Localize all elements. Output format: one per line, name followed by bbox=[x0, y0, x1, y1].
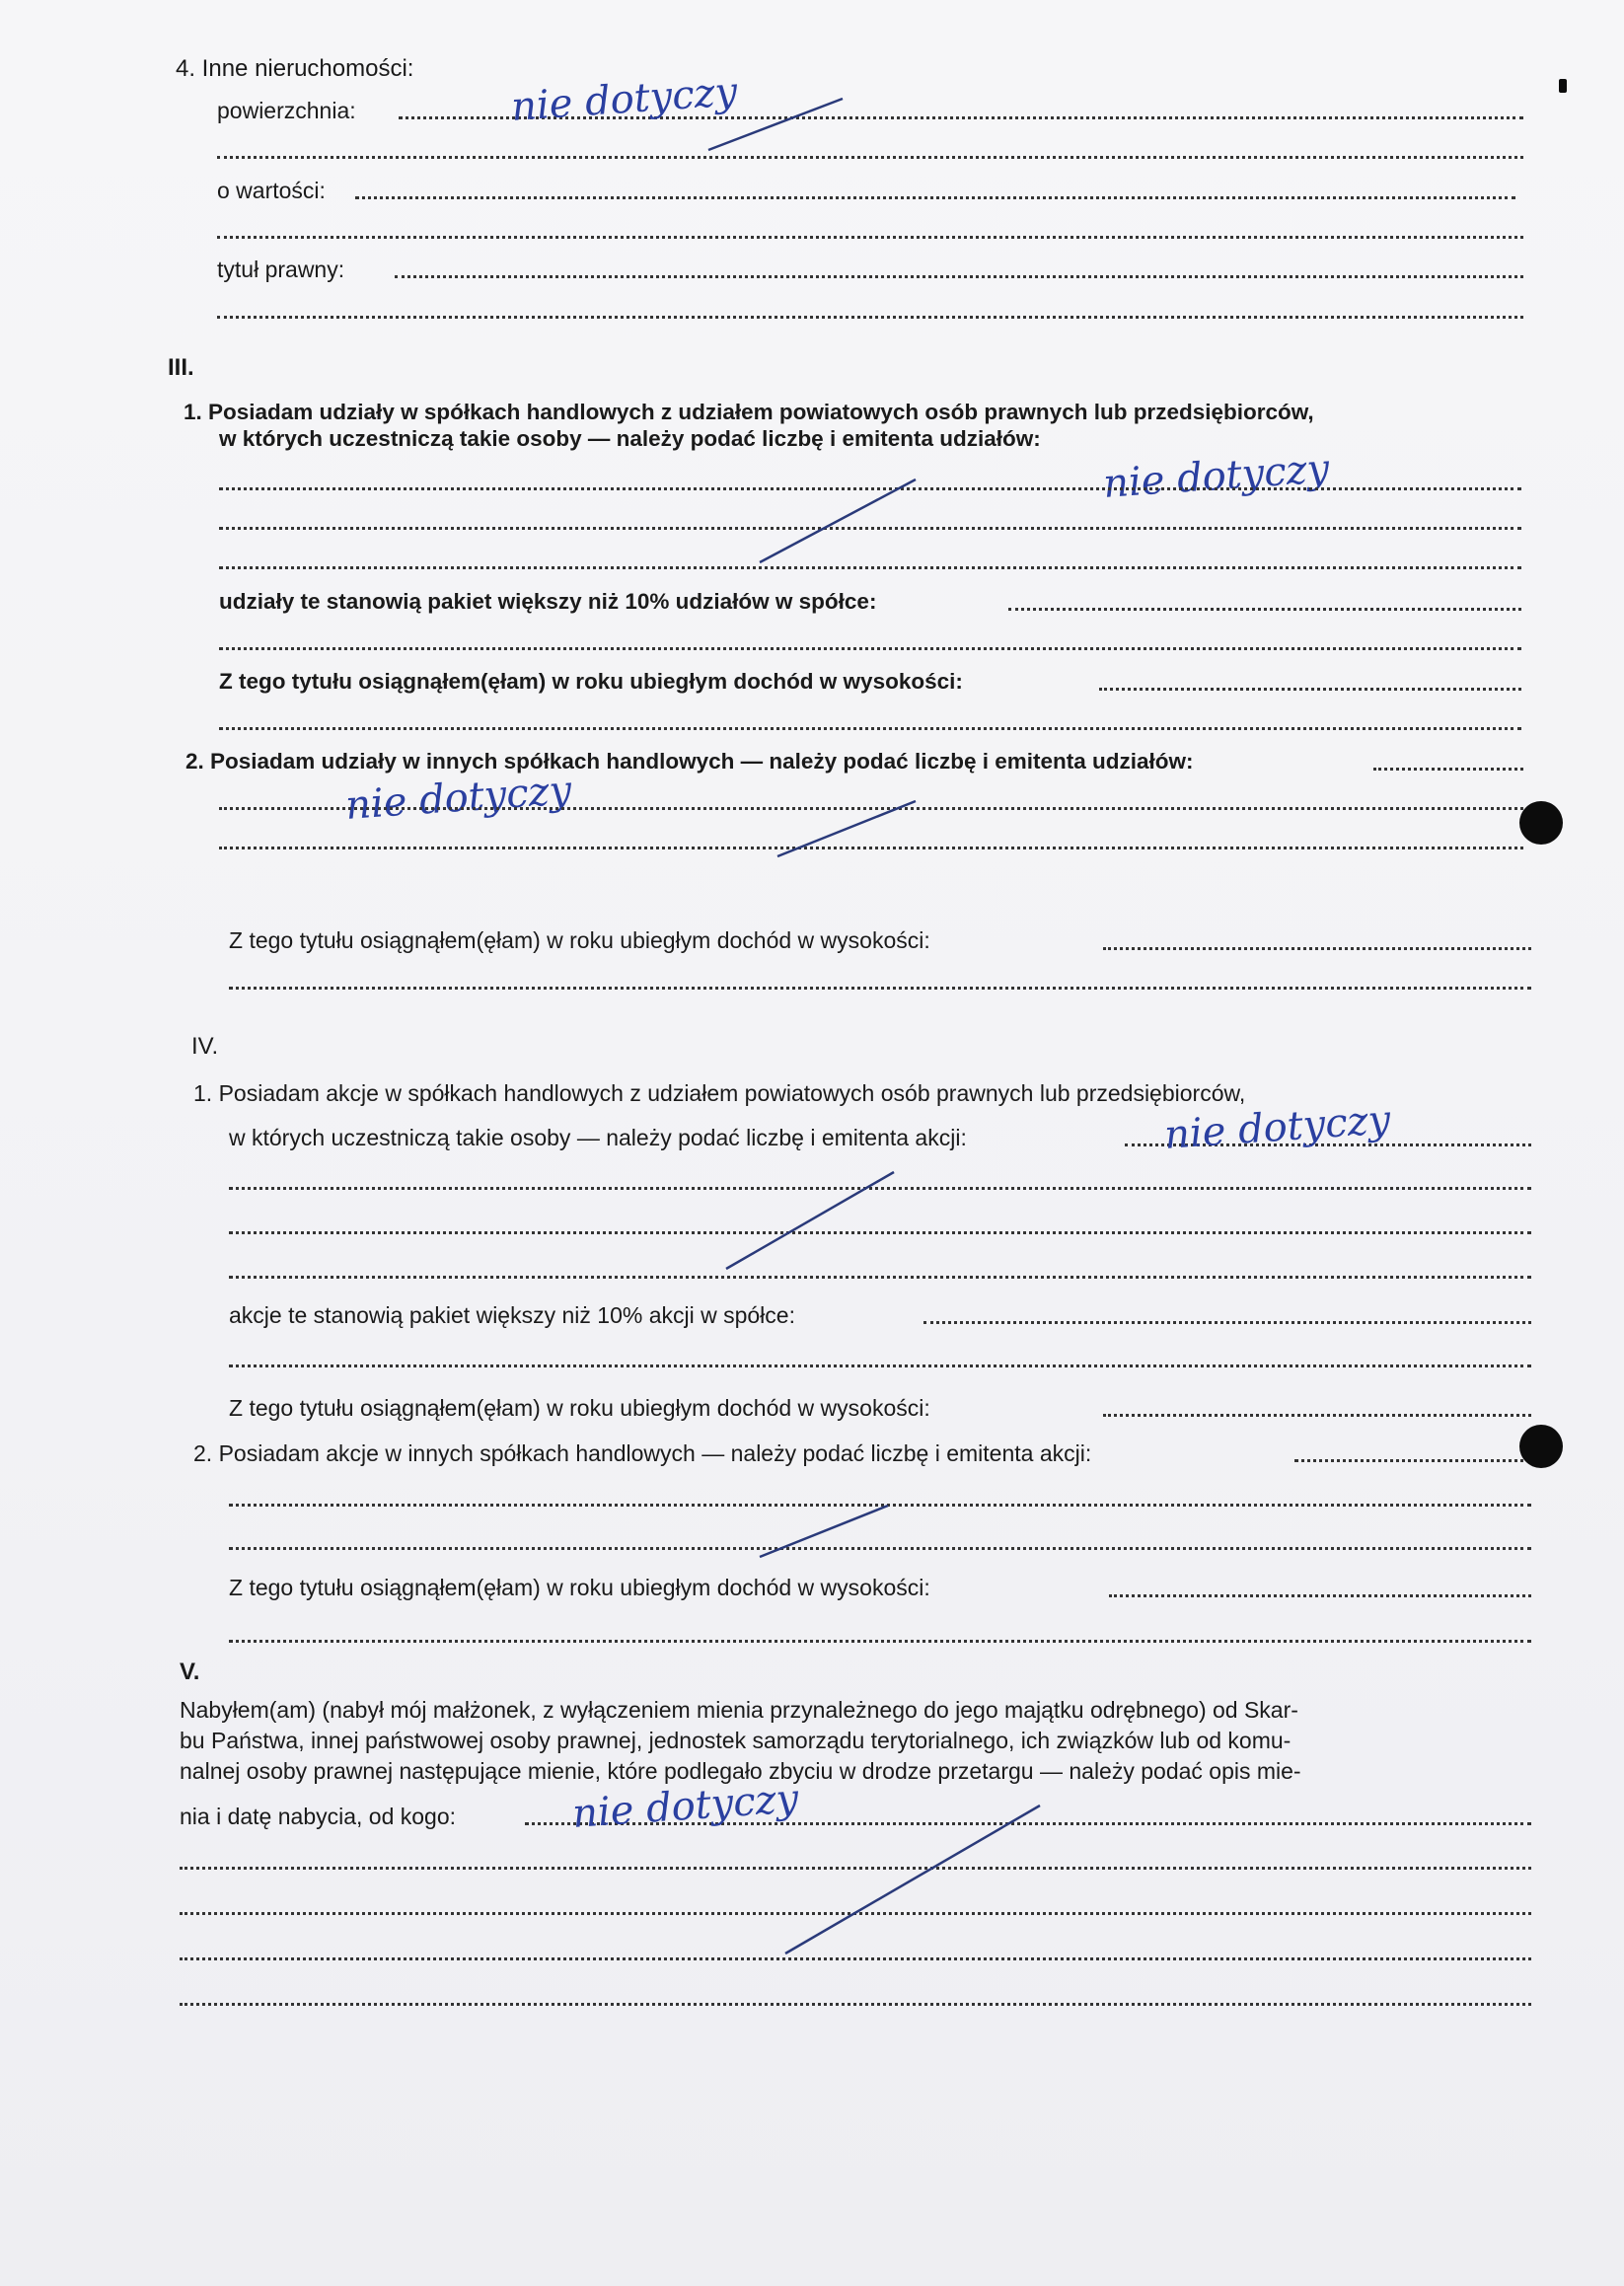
iii-1-stake-label: udziały te stanowią pakiet większy niż 10% udziałów w spółce: bbox=[219, 589, 877, 614]
v-line3: nalnej osoby prawnej następujące mienie, które podlegało zbyciu w drodze przetargu — należy podać opis mie- bbox=[180, 1758, 1301, 1784]
punch-hole-upper bbox=[1519, 801, 1563, 845]
v-line2: bu Państwa, innej państwowej osoby prawnej, jednostek samorządu terytorialnego, ich związków lub od komu- bbox=[180, 1728, 1292, 1753]
iii-1-income-label: Z tego tytułu osiągnąłem(ęłam) w roku ubiegłym dochód w wysokości: bbox=[219, 669, 963, 694]
area-label: powierzchnia: bbox=[217, 98, 356, 123]
crossout-stroke-iv1 bbox=[726, 1172, 894, 1269]
other-property-heading: 4. Inne nieruchomości: bbox=[176, 55, 414, 82]
iv-1-handwritten-answer: nie dotyczy bbox=[1162, 1097, 1392, 1158]
iii-2-text: 2. Posiadam udziały w innych spółkach handlowych — należy podać liczbę i emitenta udziałów: bbox=[185, 749, 1194, 774]
iii-2-income-label: Z tego tytułu osiągnąłem(ęłam) w roku ubiegłym dochód w wysokości: bbox=[229, 927, 930, 953]
area-handwritten-answer: nie dotyczy bbox=[509, 69, 739, 130]
iv-1-line2: w których uczestniczą takie osoby — należy podać liczbę i emitenta akcji: bbox=[229, 1125, 967, 1150]
section-iv-numeral: IV. bbox=[191, 1033, 219, 1060]
iv-1-line1: 1. Posiadam akcje w spółkach handlowych z udziałem powiatowych osób prawnych lub przedsiębiorców, bbox=[193, 1080, 1246, 1106]
speck-mark bbox=[1559, 79, 1567, 93]
iv-1-stake-label: akcje te stanowią pakiet większy niż 10% akcji w spółce: bbox=[229, 1302, 795, 1328]
iv-2-text: 2. Posiadam akcje w innych spółkach handlowych — należy podać liczbę i emitenta akcji: bbox=[193, 1440, 1092, 1466]
crossout-stroke-iii2 bbox=[777, 801, 916, 856]
legal-title-label: tytuł prawny: bbox=[217, 257, 345, 282]
value-label: o wartości: bbox=[217, 178, 326, 203]
v-line4: nia i datę nabycia, od kogo: bbox=[180, 1804, 457, 1829]
iv-2-income-label: Z tego tytułu osiągnąłem(ęłam) w roku ubiegłym dochód w wysokości: bbox=[229, 1575, 930, 1600]
v-handwritten-answer: nie dotyczy bbox=[570, 1776, 800, 1837]
iv-1-income-label: Z tego tytułu osiągnąłem(ęłam) w roku ubiegłym dochód w wysokości: bbox=[229, 1395, 930, 1421]
crossout-stroke-iii1 bbox=[760, 479, 916, 562]
section-iii-numeral: III. bbox=[168, 354, 194, 381]
iii-2-handwritten-answer: nie dotyczy bbox=[343, 768, 573, 829]
crossout-stroke-iv2 bbox=[760, 1506, 888, 1557]
v-line1: Nabyłem(am) (nabył mój małżonek, z wyłączeniem mienia przynależnego do jego majątku odrębnego) od Skar- bbox=[180, 1697, 1298, 1723]
section-v-numeral: V. bbox=[180, 1659, 200, 1685]
punch-hole-lower bbox=[1519, 1425, 1563, 1468]
iii-1-line1: 1. Posiadam udziały w spółkach handlowych z udziałem powiatowych osób prawnych lub przedsiębiorców, bbox=[184, 400, 1314, 424]
iii-1-handwritten-answer: nie dotyczy bbox=[1101, 446, 1331, 507]
crossout-stroke-v bbox=[785, 1806, 1040, 1954]
iii-1-line2: w których uczestniczą takie osoby — należy podać liczbę i emitenta udziałów: bbox=[219, 426, 1041, 451]
crossout-stroke-ii4 bbox=[708, 99, 843, 150]
